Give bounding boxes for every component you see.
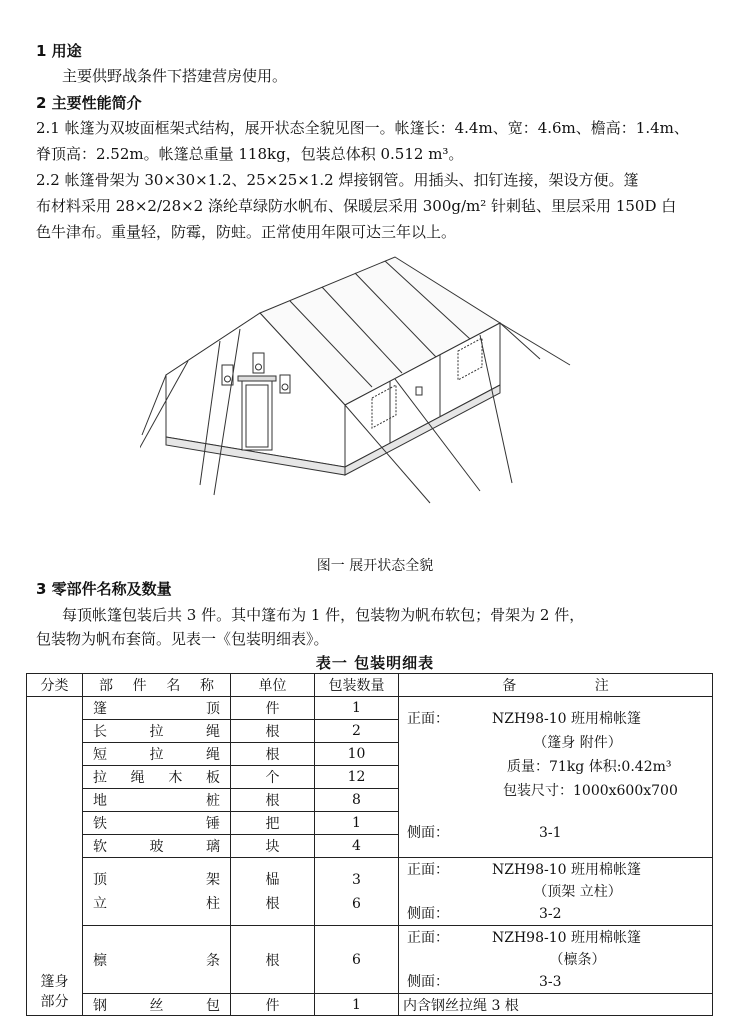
- qty-cell: 3: [352, 871, 361, 888]
- remark-sub: （檩条）: [549, 951, 606, 968]
- qty-cell: 2: [315, 720, 399, 743]
- unit-cell: 根: [231, 789, 315, 812]
- part-name-char: 檩: [93, 952, 107, 969]
- unit-cell: 根: [231, 743, 315, 766]
- header-name-char: 部: [99, 678, 113, 694]
- part-name-char: 绳: [206, 724, 220, 740]
- para-2-2-line-3: 色牛津布。重量轻，防霉，防蛀。正常使用年限可达三年以上。: [36, 223, 457, 241]
- section-2-heading: 2 主要性能简介: [36, 94, 142, 112]
- para-2-2-line-2: 布材料采用 28×2/28×2 涤纶草绿防水帆布、保暖层采用 300g/m² 针刺毡、里层采用 150D 白: [36, 197, 677, 215]
- part-name-char: 篷: [93, 701, 107, 717]
- header-remark-char: 注: [594, 678, 609, 694]
- part-name-char: 钢: [93, 997, 107, 1014]
- unit-cell: 根: [231, 926, 315, 994]
- remark-sub: （篷身 附件）: [533, 735, 622, 751]
- qty-cell: 4: [315, 835, 399, 858]
- unit-cell: 把: [231, 812, 315, 835]
- part-name-char: 丝: [149, 997, 164, 1014]
- category-cell: [27, 697, 83, 1016]
- table-header-row: [27, 674, 713, 697]
- section-1-text: 主要供野战条件下搭建营房使用。: [62, 67, 288, 85]
- qty-cell: 1: [315, 812, 399, 835]
- header-unit: 单位: [231, 674, 315, 697]
- remark-side-value: 3-3: [539, 973, 562, 990]
- part-name-char: 柱: [206, 895, 220, 912]
- remark-side-value: 3-2: [539, 905, 562, 922]
- section-1-heading: 1 用途: [36, 42, 82, 60]
- remark-cell-3: [399, 926, 713, 994]
- unit-cell: 根: [231, 720, 315, 743]
- para-2-1-line-1: 2.1 帐篷为双坡面框架式结构，展开状态全貌见图一。帐篷长：4.4m、宽：4.6m、檐高：1.4m、: [36, 119, 689, 137]
- part-name-char: 璃: [206, 839, 220, 855]
- qty-cell: 8: [315, 789, 399, 812]
- tent-figure: [140, 255, 610, 545]
- remark-front-value: NZH98-10 班用棉帐篷: [492, 929, 641, 946]
- header-remark-char: 备: [502, 678, 517, 694]
- table-row: [27, 697, 713, 720]
- unit-cell: 块: [231, 835, 315, 858]
- remark-front-label: 正面：: [407, 929, 449, 946]
- figure-caption: 图一 展开状态全貌: [316, 558, 434, 574]
- table-row: [27, 926, 713, 994]
- unit-cell: 件: [231, 697, 315, 720]
- part-name-char: 拉: [93, 770, 107, 786]
- section-3-line-2: 包装物为帆布套筒。见表一《包装明细表》。: [36, 630, 329, 648]
- part-name-char: 木: [168, 770, 183, 786]
- qty-cell: 1: [315, 994, 399, 1016]
- qty-cell: 10: [315, 743, 399, 766]
- unit-cell: 个: [231, 766, 315, 789]
- part-name-char: 短: [93, 747, 107, 763]
- remark-front-value: NZH98-10 班用棉帐篷: [492, 711, 641, 727]
- packing-table: [26, 673, 713, 1016]
- section-3-heading: 3 零部件名称及数量: [36, 580, 172, 598]
- remark-front-label: 正面：: [407, 861, 449, 878]
- remark-mass: 质量：71kg 体积:0.42m³: [507, 759, 672, 775]
- header-category: 分类: [27, 674, 83, 697]
- unit-cell: 根: [265, 895, 280, 912]
- part-name-char: 板: [205, 770, 220, 786]
- remark-size: 包装尺寸：1000x600x700: [503, 783, 678, 799]
- para-2-2-line-1: 2.2 帐篷骨架为 30×30×1.2、25×25×1.2 焊接钢管。用插头、扣钉连接，架设方便。篷: [36, 171, 639, 189]
- remark-cell-2: [399, 858, 713, 926]
- part-name-char: 顶: [93, 871, 107, 888]
- part-name-char: 绳: [130, 770, 145, 786]
- table-row: [27, 858, 713, 926]
- part-name-char: 立: [93, 895, 107, 912]
- remark-cell-4: 内含钢丝拉绳 3 根: [399, 994, 713, 1016]
- qty-cell: 6: [315, 926, 399, 994]
- qty-cell: 6: [352, 895, 361, 912]
- part-name-char: 地: [93, 793, 107, 809]
- part-name-char: 拉: [149, 724, 164, 740]
- table-row: [27, 994, 713, 1016]
- part-name-char: 锤: [206, 816, 220, 832]
- part-name-char: 绳: [206, 747, 220, 763]
- header-name: [83, 674, 231, 697]
- remark-side-label: 侧面：: [407, 973, 449, 990]
- remark-side-label: 侧面：: [407, 825, 449, 841]
- qty-cell: 1: [315, 697, 399, 720]
- remark-front-label: 正面：: [407, 711, 449, 727]
- header-name-char: 称: [199, 678, 214, 694]
- remark-side-label: 侧面：: [407, 905, 449, 922]
- section-3-line-1: 每顶帐篷包装后共 3 件。其中篷布为 1 件，包装物为帆布软包；骨架为 2 件，: [62, 606, 585, 624]
- qty-cell: 12: [315, 766, 399, 789]
- category-line-2: 部分: [40, 994, 69, 1010]
- unit-cell: 榀: [265, 871, 280, 888]
- header-qty: 包装数量: [315, 674, 399, 697]
- unit-cell: 件: [231, 994, 315, 1016]
- part-name-char: 包: [206, 997, 220, 1014]
- remark-front-value: NZH98-10 班用棉帐篷: [492, 861, 641, 878]
- remark-side-value: 3-1: [539, 825, 562, 841]
- part-name-char: 玻: [149, 839, 164, 855]
- remark-sub: （顶架 立柱）: [533, 883, 622, 900]
- header-remark: [399, 674, 713, 697]
- part-name-char: 条: [206, 952, 220, 969]
- part-name-char: 软: [93, 839, 107, 855]
- part-name-char: 长: [93, 724, 107, 740]
- part-name-char: 桩: [206, 793, 220, 809]
- header-name-char: 件: [132, 678, 147, 694]
- part-name-char: 铁: [93, 816, 107, 832]
- para-2-1-line-2: 脊顶高：2.52m。帐篷总重量 118kg，包装总体积 0.512 m³。: [36, 145, 464, 163]
- table-title: 表一 包装明细表: [315, 654, 435, 672]
- header-name-char: 名: [166, 678, 181, 694]
- category-line-1: 篷身: [40, 974, 69, 990]
- part-name-char: 顶: [206, 701, 220, 717]
- part-name-char: 拉: [149, 747, 164, 763]
- remark-cell-1: [399, 697, 713, 858]
- part-name-char: 架: [206, 871, 220, 888]
